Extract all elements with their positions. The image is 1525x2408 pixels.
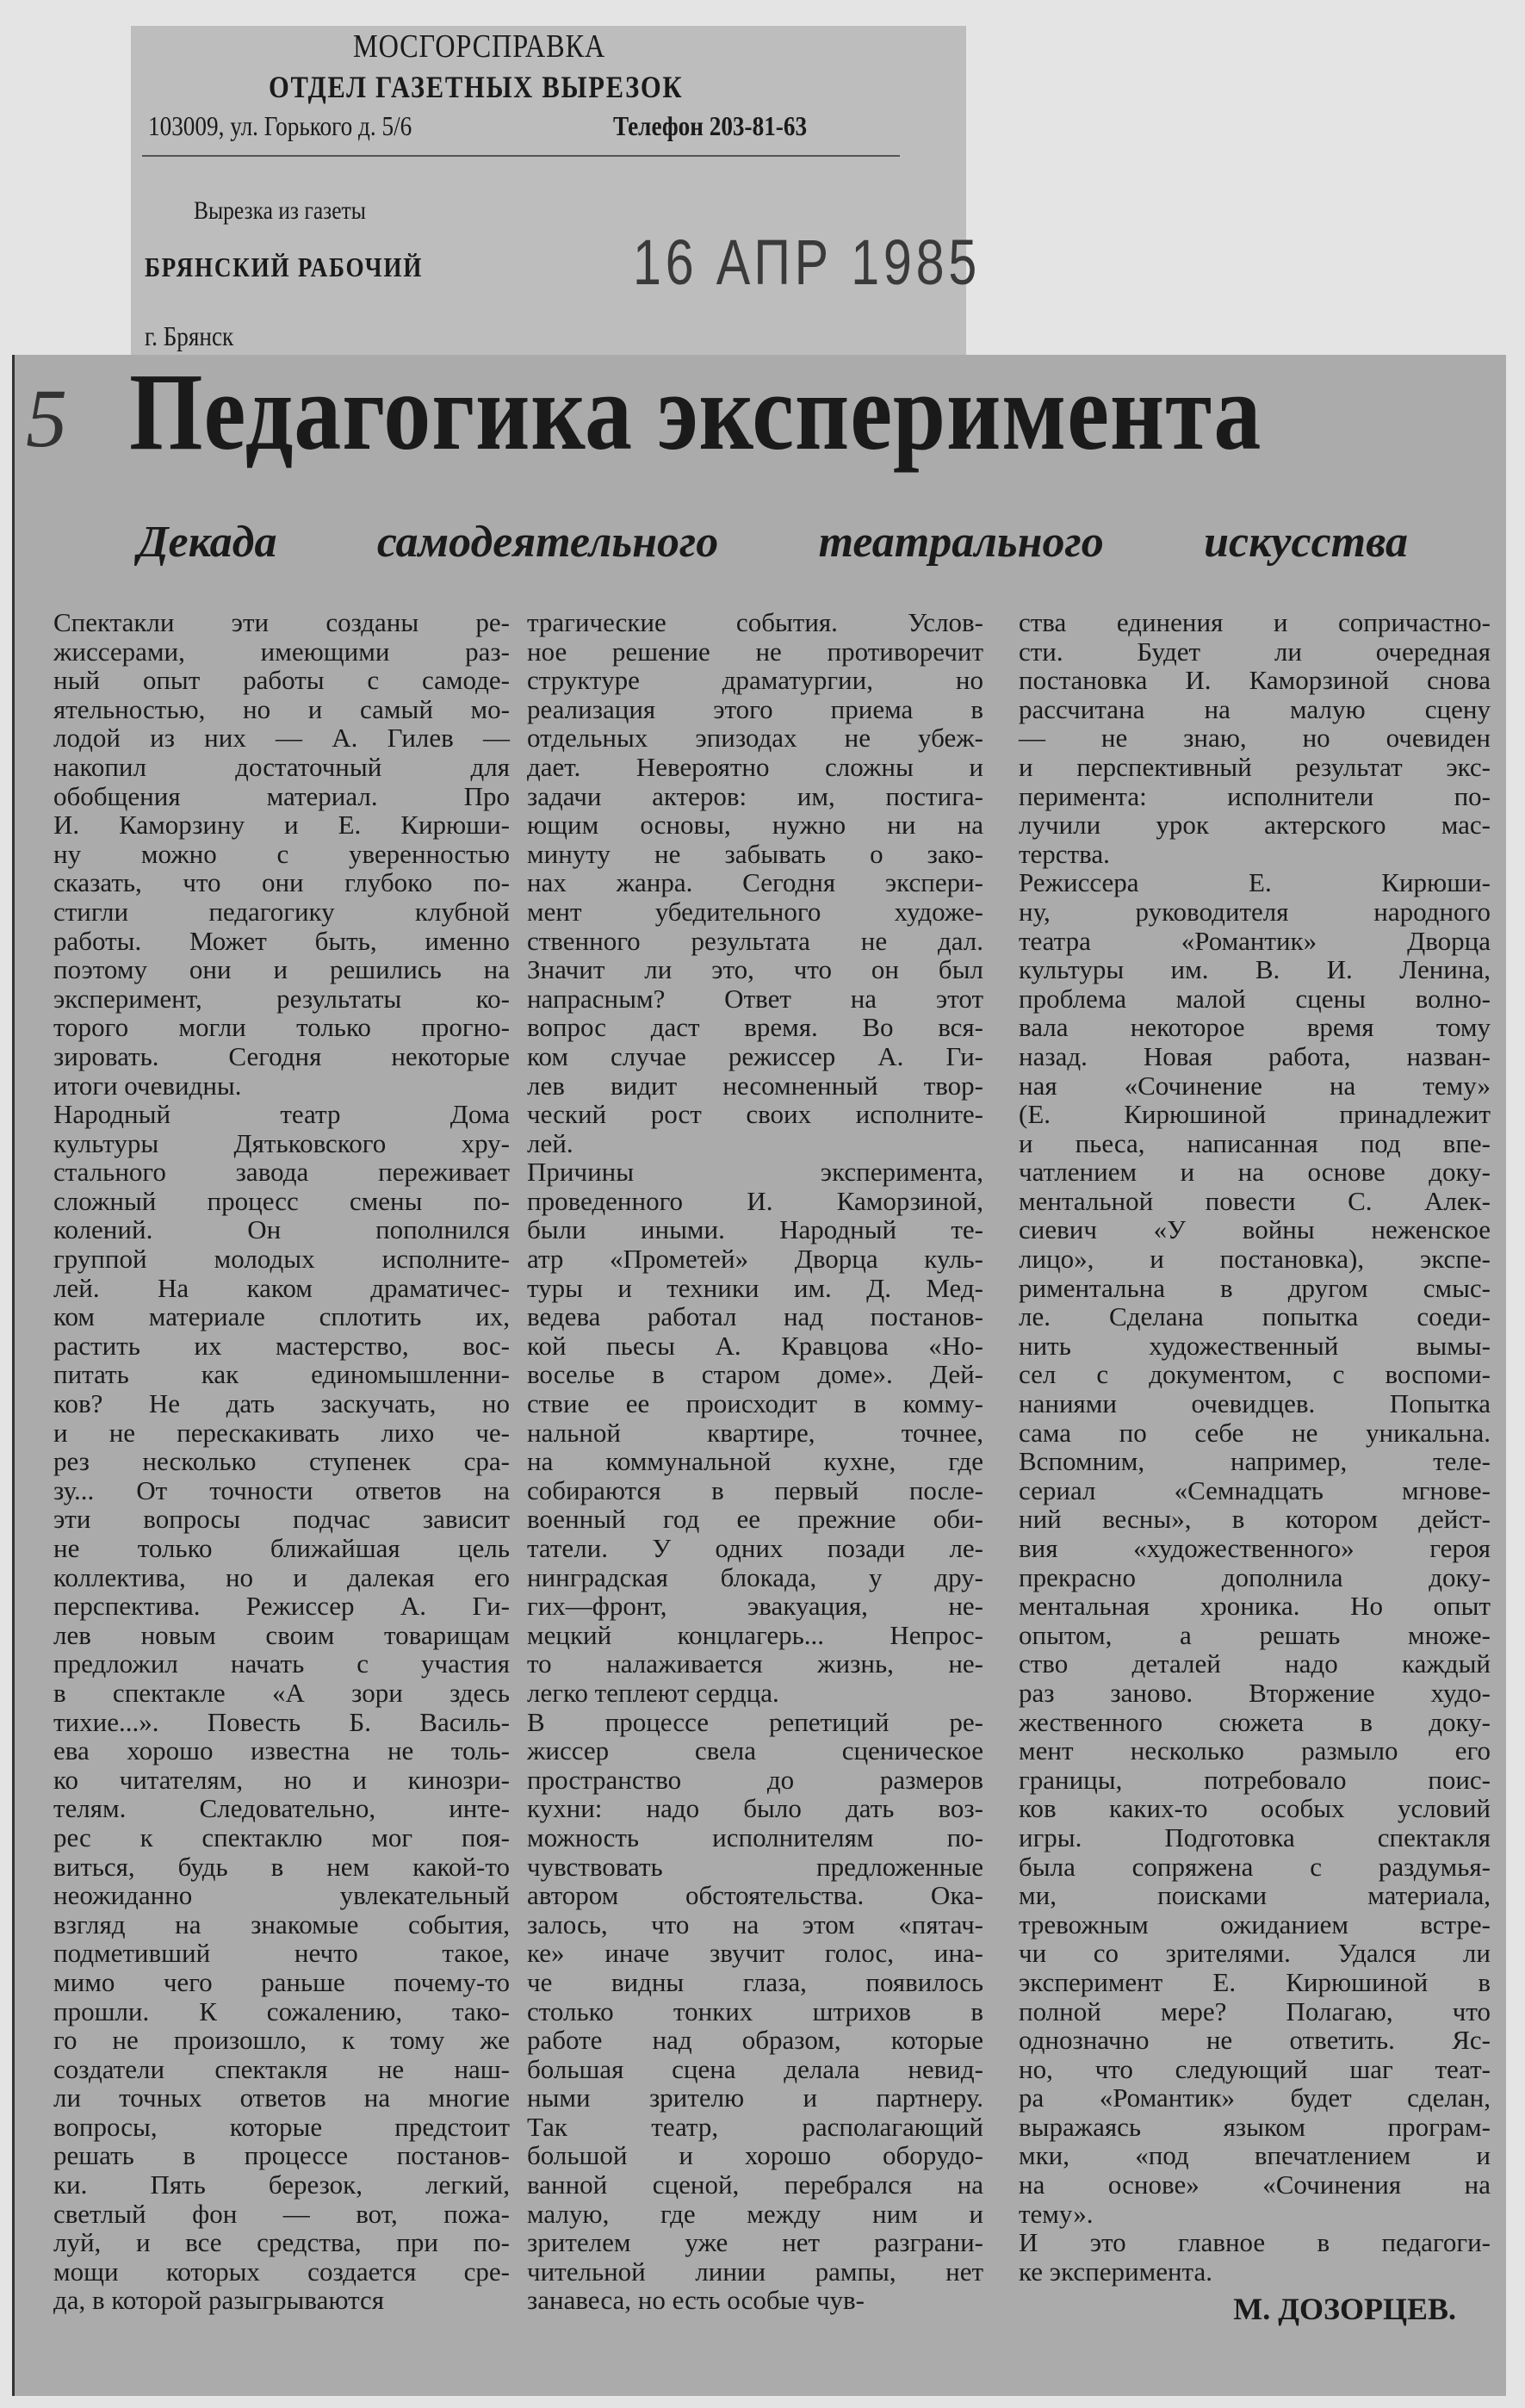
text-line: накопил достаточный для xyxy=(53,751,510,782)
text-line: занавеса, но есть особые чув- xyxy=(527,2285,865,2316)
text-line: культуры им. В. И. Ленина, xyxy=(1019,954,1491,985)
text-line: вия «художественного» героя xyxy=(1019,1533,1491,1563)
text-line: постановка И. Каморзиной снова xyxy=(1019,665,1491,696)
text-line: минуту не забывать о зако- xyxy=(527,838,983,869)
text-line: ный опыт работы с самоде- xyxy=(53,665,510,696)
text-line: гих—фронт, эвакуация, не- xyxy=(527,1591,983,1622)
text-line: легко теплеют сердца. xyxy=(527,1677,779,1708)
text-line: перимента: исполнители по- xyxy=(1019,780,1491,811)
text-line: была сопряжена с раздумья- xyxy=(1019,1851,1491,1882)
text-line: границы, потребовало поис- xyxy=(1019,1764,1491,1795)
text-line: сериал «Семнадцать мгнове- xyxy=(1019,1474,1491,1505)
text-line: эксперимент, результаты ко- xyxy=(53,983,510,1014)
text-line: вопрос даст время. Во вся- xyxy=(527,1012,983,1043)
text-line: тихие...». Повесть Б. Василь- xyxy=(53,1706,510,1737)
text-line: лев новым своим товарищам xyxy=(53,1619,510,1650)
clipping-label: Вырезка из газеты xyxy=(194,196,366,225)
text-line: малую, где между ним и xyxy=(527,2198,983,2229)
text-line: трагические события. Услов- xyxy=(527,607,983,637)
text-line: ятельностью, но и самый мо- xyxy=(53,693,510,724)
text-line: сел с документом, с воспоми- xyxy=(1019,1359,1491,1390)
article-column-1 xyxy=(53,608,510,2315)
text-line: большой и хорошо оборудо- xyxy=(527,2140,983,2171)
text-line: задачи актеров: им, постига- xyxy=(527,780,983,811)
text-line: чувствовать предложенные xyxy=(527,1851,983,1882)
text-line: перспектива. Режиссер А. Ги- xyxy=(53,1591,510,1622)
text-line: неожиданно увлекательный xyxy=(53,1880,510,1911)
text-line: военный год ее прежние оби- xyxy=(527,1504,983,1535)
text-line: зировать. Сегодня некоторые xyxy=(53,1040,510,1071)
text-line: Народный театр Дома xyxy=(53,1099,510,1130)
text-line: театра «Романтик» Дворца xyxy=(1019,925,1491,956)
agency-address: 103009, ул. Горького д. 5/6 xyxy=(148,110,412,141)
text-line: обобщения материал. Про xyxy=(53,780,510,811)
article-subtitle: Декада самодеятельного театрального искусства xyxy=(138,518,1408,567)
text-line: сиевич «У войны неженское xyxy=(1019,1214,1491,1245)
text-line: большая сцена делала невид- xyxy=(527,2053,983,2084)
text-line: ми, поисками материала, xyxy=(1019,1880,1491,1911)
text-line: жественного сюжета в доку- xyxy=(1019,1706,1491,1737)
text-line: воселье в старом доме». Дей- xyxy=(527,1359,983,1390)
text-line: сложный процесс смены по- xyxy=(53,1185,510,1216)
text-line: тревожным ожиданием встре- xyxy=(1019,1908,1491,1939)
text-line: ком материале сплотить их, xyxy=(53,1301,510,1332)
text-line: терства. xyxy=(1019,838,1110,869)
text-line: зрителем уже нет разграни- xyxy=(527,2227,983,2258)
text-line: назад. Новая работа, назван- xyxy=(1019,1040,1491,1071)
text-line: вала некоторое время тому xyxy=(1019,1012,1491,1043)
text-line: ков каких-то особых условий xyxy=(1019,1793,1491,1824)
text-line: туры и техники им. Д. Мед- xyxy=(527,1272,983,1303)
text-line: риментальна в другом смыс- xyxy=(1019,1272,1491,1303)
text-line: мент несколько размыло его xyxy=(1019,1735,1491,1766)
text-line: зу... От точности ответов на xyxy=(53,1474,510,1505)
text-line: рассчитана на малую сцену xyxy=(1019,693,1491,724)
text-line: эксперимент Е. Кирюшиной в xyxy=(1019,1966,1491,1997)
text-line: сти. Будет ли очередная xyxy=(1019,636,1491,667)
text-line: татели. У одних позади ле- xyxy=(527,1533,983,1563)
department-name: ОТДЕЛ ГАЗЕТНЫХ ВЫРЕЗОК xyxy=(269,70,684,104)
text-line: сказать, что они глубоко по- xyxy=(53,867,510,898)
text-line: че видны глаза, появилось xyxy=(527,1966,983,1997)
text-line: ле. Сделана попытка соеди- xyxy=(1019,1301,1491,1332)
author-signature-wrap xyxy=(1019,2292,1491,2326)
text-line: нить художественный вымы- xyxy=(1019,1330,1491,1361)
text-line: однозначно не ответить. Яс- xyxy=(1019,2025,1491,2056)
text-line: создатели спектакля не наш- xyxy=(53,2053,510,2084)
text-line: собираются в первый после- xyxy=(527,1474,983,1505)
text-line: автором обстоятельства. Ока- xyxy=(527,1880,983,1911)
text-line: го не произошло, к тому же xyxy=(53,2025,510,2056)
text-line: и не перескакивать лихо че- xyxy=(53,1417,510,1448)
text-line: предложил начать с участия xyxy=(53,1648,510,1679)
newspaper-city: г. Брянск xyxy=(145,320,234,351)
text-line: и перспективный результат экс- xyxy=(1019,751,1491,782)
text-line: прекрасно дополнила доку- xyxy=(1019,1561,1491,1592)
text-line: колений. Он пополнился xyxy=(53,1214,510,1245)
text-line: кой пьесы А. Кравцова «Но- xyxy=(527,1330,983,1361)
text-line: игры. Подготовка спектакля xyxy=(1019,1822,1491,1853)
article-title: Педагогика эксперимента xyxy=(129,351,1262,473)
text-line: ство деталей надо каждый xyxy=(1019,1648,1491,1679)
text-line: эти вопросы подчас зависит xyxy=(53,1504,510,1535)
text-line: торого могли только прогно- xyxy=(53,1012,510,1043)
newspaper-name: БРЯНСКИЙ РАБОЧИЙ xyxy=(145,251,424,282)
text-line: проведенного И. Каморзиной, xyxy=(527,1185,983,1216)
text-line: жиссерами, имеющими раз- xyxy=(53,636,510,667)
text-line: В процессе репетиций ре- xyxy=(527,1706,983,1737)
text-line: мощи которых создается сре- xyxy=(53,2256,510,2287)
text-line: отдельных эпизодах не убеж- xyxy=(527,723,983,754)
text-line: ков? Не дать заскучать, но xyxy=(53,1388,510,1419)
text-line: столько тонких штрихов в xyxy=(527,1995,983,2026)
text-line: ственного результата не дал. xyxy=(527,925,983,956)
agency-phone: Телефон 203-81-63 xyxy=(613,110,808,141)
text-line: мки, «под впечатлением и xyxy=(1019,2140,1491,2171)
text-line: чатлением и на основе доку- xyxy=(1019,1157,1491,1188)
text-line: подметивший нечто такое, xyxy=(53,1938,510,1969)
text-line: Причины эксперимента, xyxy=(527,1157,983,1188)
text-line: Значит ли это, что он был xyxy=(527,954,983,985)
text-line: луй, и все средства, при по- xyxy=(53,2227,510,2258)
text-line: ке» иначе звучит голос, ина- xyxy=(527,1938,983,1969)
text-line: выражаясь языком програм- xyxy=(1019,2111,1491,2142)
text-line: работе над образом, которые xyxy=(527,2025,983,2056)
text-line: реализация этого приема в xyxy=(527,693,983,724)
text-line: ева хорошо известна не толь- xyxy=(53,1735,510,1766)
text-line: ментальной повести С. Алек- xyxy=(1019,1185,1491,1216)
author-signature: М. ДОЗОРЦЕВ. xyxy=(1233,2292,1456,2326)
text-line: работы. Может быть, именно xyxy=(53,925,510,956)
text-line: — не знаю, но очевиден xyxy=(1019,723,1491,754)
text-line: прошли. К сожалению, тако- xyxy=(53,1995,510,2026)
text-line: мимо чего раньше почему-то xyxy=(53,1966,510,1997)
text-line: лей. На каком драматичес- xyxy=(53,1272,510,1303)
text-line: полной мере? Полагаю, что xyxy=(1019,1995,1491,2026)
text-line: нах жанра. Сегодня экспери- xyxy=(527,867,983,898)
text-line: ком случае режиссер А. Ги- xyxy=(527,1040,983,1071)
text-line: стигли педагогику клубной xyxy=(53,896,510,927)
text-line: напрасным? Ответ на этот xyxy=(527,983,983,1014)
text-line: рез несколько ступенек сра- xyxy=(53,1446,510,1477)
text-line: поэтому они и решились на xyxy=(53,954,510,985)
text-line: лучили урок актерского мас- xyxy=(1019,810,1491,841)
text-line: светлый фон — вот, пожа- xyxy=(53,2198,510,2229)
text-line: группой молодых исполните- xyxy=(53,1244,510,1275)
text-line: лей. xyxy=(527,1127,573,1158)
text-line: лодой из них — А. Гилев — xyxy=(53,723,510,754)
text-line: были иными. Народный те- xyxy=(527,1214,983,1245)
text-line: ванной сценой, перебрался на xyxy=(527,2169,983,2200)
text-line: в спектакле «А зори здесь xyxy=(53,1677,510,1708)
text-line: опытом, а решать множе- xyxy=(1019,1619,1491,1650)
text-line: ли точных ответов на многие xyxy=(53,2082,510,2113)
text-line: можность исполнителям по- xyxy=(527,1822,983,1853)
text-line: ющим основы, нужно ни на xyxy=(527,810,983,841)
text-line: ментальная хроника. Но опыт xyxy=(1019,1591,1491,1622)
text-line: нальной квартире, точнее, xyxy=(527,1417,983,1448)
date-stamp: 16 АПР 1985 xyxy=(633,227,982,298)
text-line: Так театр, располагающий xyxy=(527,2111,983,2142)
text-line: мецкий концлагерь... Непрос- xyxy=(527,1619,983,1650)
text-line: на основе» «Сочинения на xyxy=(1019,2169,1491,2200)
text-line: ки. Пять березок, легкий, xyxy=(53,2169,510,2200)
text-line: (Е. Кирюшиной принадлежит xyxy=(1019,1099,1491,1130)
text-line: итоги очевидны. xyxy=(53,1070,242,1101)
text-line: И. Каморзину и Е. Кирюши- xyxy=(53,810,510,841)
text-line: питать как единомышленни- xyxy=(53,1359,510,1390)
text-line: пространство до размеров xyxy=(527,1764,983,1795)
text-line: проблема малой сцены волно- xyxy=(1019,983,1491,1014)
handwritten-number: 5 xyxy=(26,372,67,464)
text-line: да, в которой разыгрываются xyxy=(53,2285,385,2316)
text-line: атр «Прометей» Дворца куль- xyxy=(527,1244,983,1275)
text-line: виться, будь в нем какой-то xyxy=(53,1851,510,1882)
text-line: нинградская блокада, у дру- xyxy=(527,1561,983,1592)
text-line: культуры Дятьковского хру- xyxy=(53,1127,510,1158)
text-line: кухни: надо было дать воз- xyxy=(527,1793,983,1824)
text-line: ра «Романтик» будет сделан, xyxy=(1019,2082,1491,2113)
text-line: рес к спектаклю мог поя- xyxy=(53,1822,510,1853)
text-line: ну, руководителя народного xyxy=(1019,896,1491,927)
text-line: чи со зрителями. Удался ли xyxy=(1019,1938,1491,1969)
text-line: ствие ее происходит в комму- xyxy=(527,1388,983,1419)
text-line: решать в процессе постанов- xyxy=(53,2140,510,2171)
text-line: дает. Невероятно сложны и xyxy=(527,751,983,782)
text-line: ко читателям, но и кинозри- xyxy=(53,1764,510,1795)
text-line: ная «Сочинение на тему» xyxy=(1019,1070,1491,1101)
text-line: стального завода переживает xyxy=(53,1157,510,1188)
text-line: взгляд на знакомые события, xyxy=(53,1908,510,1939)
text-line: лицо», и постановка), экспе- xyxy=(1019,1244,1491,1275)
text-line: чительной линии рампы, нет xyxy=(527,2256,983,2287)
text-line: то налаживается жизнь, не- xyxy=(527,1648,983,1679)
header-divider xyxy=(142,155,900,157)
text-line: ными зрителю и партнеру. xyxy=(527,2082,983,2113)
text-line: Вспомним, например, теле- xyxy=(1019,1446,1491,1477)
text-line: ное решение не противоречит xyxy=(527,636,983,667)
text-line: ке эксперимента. xyxy=(1019,2256,1212,2287)
text-line: залось, что на этом «пятач- xyxy=(527,1908,983,1939)
text-line: на коммунальной кухне, где xyxy=(527,1446,983,1477)
text-line: тему». xyxy=(1019,2198,1094,2229)
text-line: и пьеса, написанная под впе- xyxy=(1019,1127,1491,1158)
text-line: но, что следующий шаг теат- xyxy=(1019,2053,1491,2084)
text-line: не только ближайшая цель xyxy=(53,1533,510,1563)
text-line: структуре драматургии, но xyxy=(527,665,983,696)
text-line: лев видит несомненный твор- xyxy=(527,1070,983,1101)
text-line: ведева работал над постанов- xyxy=(527,1301,983,1332)
text-line: Режиссера Е. Кирюши- xyxy=(1019,867,1491,898)
text-line: растить их мастерство, вос- xyxy=(53,1330,510,1361)
text-line: ний весны», в котором дейст- xyxy=(1019,1504,1491,1535)
text-line: ства единения и сопричастно- xyxy=(1019,607,1491,637)
text-line: сама по себе не уникальна. xyxy=(1019,1417,1491,1448)
text-line: раз заново. Вторжение худо- xyxy=(1019,1677,1491,1708)
text-line: телям. Следовательно, инте- xyxy=(53,1793,510,1824)
text-line: И это главное в педагоги- xyxy=(1019,2227,1491,2258)
article-column-3 xyxy=(1019,608,1491,2286)
text-line: Спектакли эти созданы ре- xyxy=(53,607,510,637)
agency-name: МОСГОРСПРАВКА xyxy=(353,28,606,65)
text-line: коллектива, но и далекая его xyxy=(53,1561,510,1592)
text-line: жиссер свела сценическое xyxy=(527,1735,983,1766)
text-line: ну можно с уверенностью xyxy=(53,838,510,869)
text-line: мент убедительного художе- xyxy=(527,896,983,927)
text-line: вопросы, которые предстоит xyxy=(53,2111,510,2142)
text-line: ческий рост своих исполните- xyxy=(527,1099,983,1130)
text-line: наниями очевидцев. Попытка xyxy=(1019,1388,1491,1419)
article-column-2 xyxy=(527,608,983,2315)
